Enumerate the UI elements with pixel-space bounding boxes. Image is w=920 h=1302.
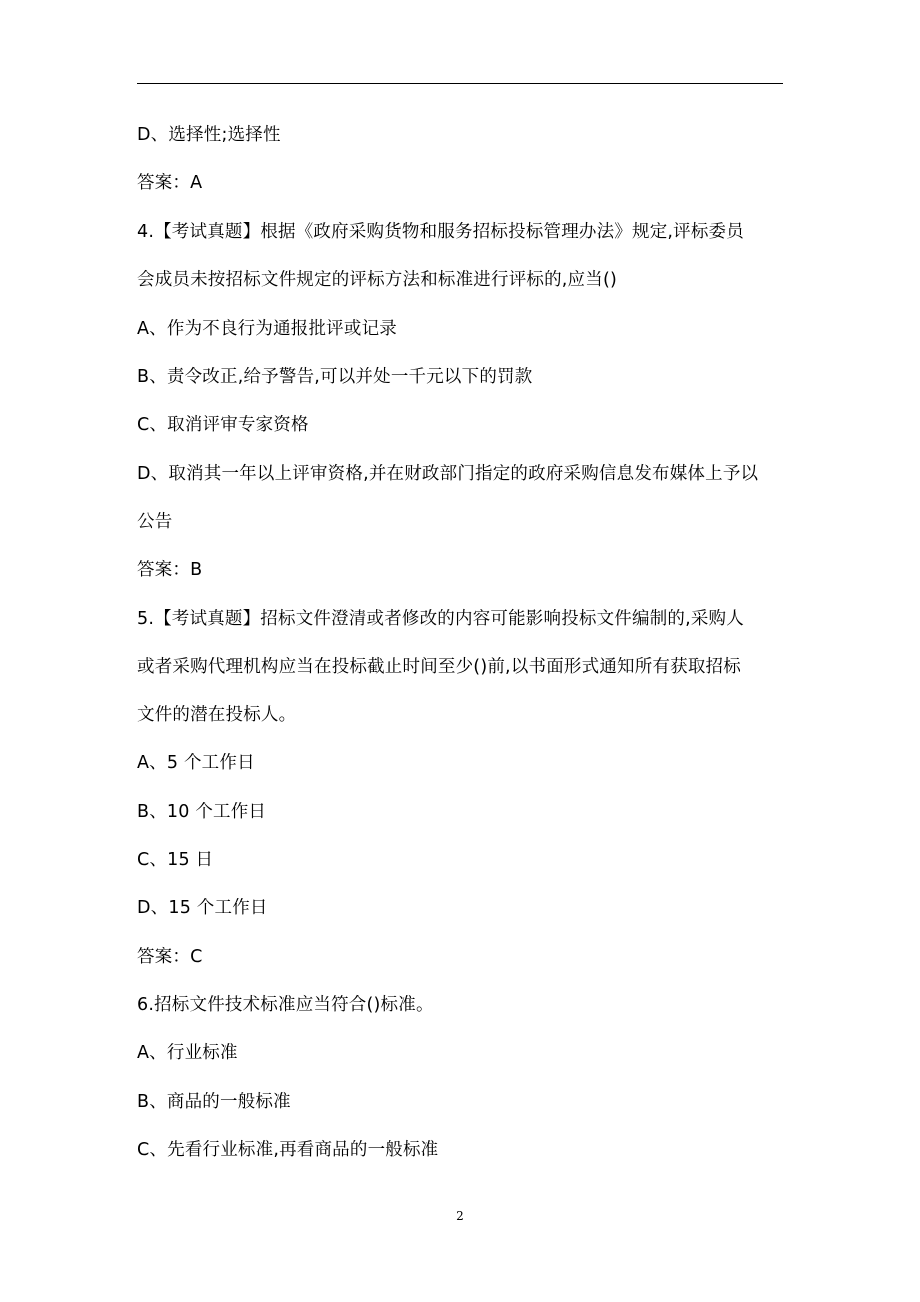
option-d-q3: D、选择性;选择性 bbox=[137, 125, 281, 145]
option-c-q4: C、取消评审专家资格 bbox=[137, 415, 309, 435]
question-5-line-3: 文件的潜在投标人。 bbox=[137, 705, 297, 725]
question-6: 6.招标文件技术标准应当符合()标准。 bbox=[137, 995, 434, 1015]
header-rule bbox=[137, 83, 783, 84]
option-c-q5: C、15 日 bbox=[137, 850, 214, 870]
option-b-q4: B、责令改正,给予警告,可以并处一千元以下的罚款 bbox=[137, 367, 533, 387]
question-5-line-2: 或者采购代理机构应当在投标截止时间至少()前,以书面形式通知所有获取招标 bbox=[137, 657, 741, 677]
question-5-line-1: 5.【考试真题】招标文件澄清或者修改的内容可能影响投标文件编制的,采购人 bbox=[137, 609, 744, 629]
option-a-q5: A、5 个工作日 bbox=[137, 753, 255, 773]
option-d-q5: D、15 个工作日 bbox=[137, 898, 268, 918]
option-b-q6: B、商品的一般标准 bbox=[137, 1092, 291, 1112]
question-4-line-2: 会成员未按招标文件规定的评标方法和标准进行评标的,应当() bbox=[137, 270, 618, 290]
answer-q3: 答案：A bbox=[137, 173, 203, 193]
option-b-q5: B、10 个工作日 bbox=[137, 802, 267, 822]
answer-q4: 答案：B bbox=[137, 560, 203, 580]
option-d-q4-line-1: D、取消其一年以上评审资格,并在财政部门指定的政府采购信息发布媒体上予以 bbox=[137, 464, 759, 484]
option-d-q4-line-2: 公告 bbox=[137, 512, 173, 532]
option-c-q6: C、先看行业标准,再看商品的一般标准 bbox=[137, 1140, 439, 1160]
option-a-q4: A、作为不良行为通报批评或记录 bbox=[137, 319, 397, 339]
page-number: 2 bbox=[456, 1209, 464, 1223]
question-4-line-1: 4.【考试真题】根据《政府采购货物和服务招标投标管理办法》规定,评标委员 bbox=[137, 222, 744, 242]
answer-q5: 答案：C bbox=[137, 947, 203, 967]
option-a-q6: A、行业标准 bbox=[137, 1043, 238, 1063]
